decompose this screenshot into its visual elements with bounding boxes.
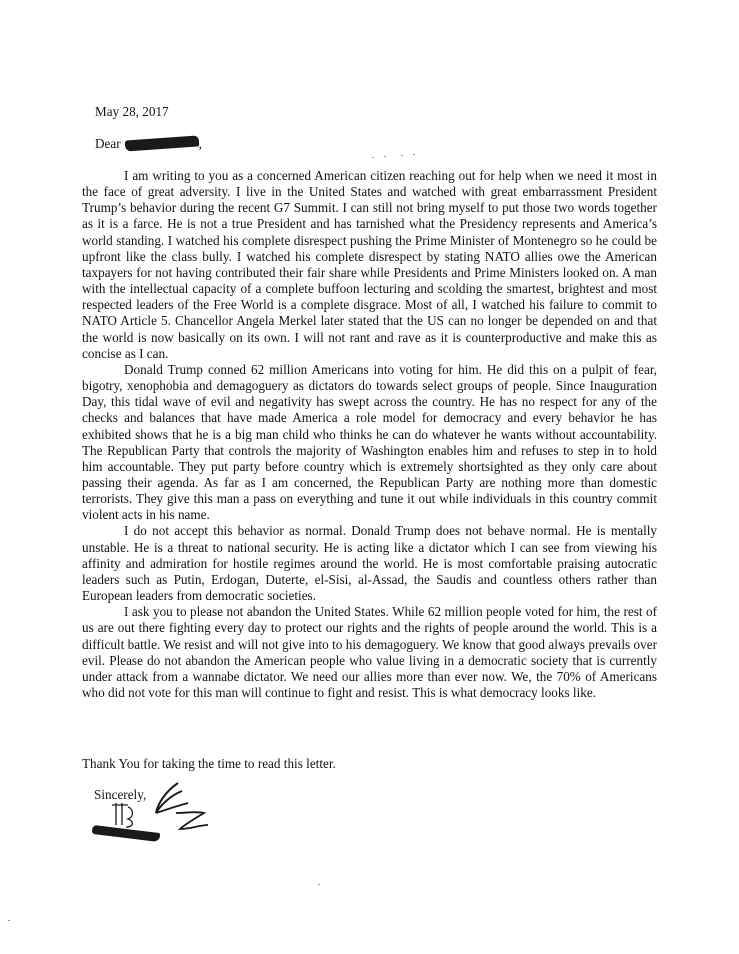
salutation-comma: ,	[198, 136, 202, 151]
scan-speck	[401, 155, 403, 156]
salutation	[95, 136, 202, 152]
paragraph-2: Donald Trump conned 62 million Americans into voting for him. He did this on a pulpit of fear, bigotry, xenophobia and demagoguery as dictators do towards select groups of people. Since Inauguration Day, this tidal wave of evil and negativity has swept across the country. He has no respect for any of the checks and balances that have made America a role model for democracy and every behavior he has exhibited shows that he is a big man child who thinks he can do whatever he wants without accountability. The Republican Party that controls the majority of Washington enables him and refuses to step in to hold him accountable. They put party before country which is extremely shortsighted as they only care about passing their agenda. As far as I am concerned, the Republican Party are nothing more than domestic terrorists. They give this man a pass on everything and tune it out while individuals in this country commit violent acts in his name.	[82, 361, 657, 523]
scan-speck	[384, 156, 386, 157]
scan-speck	[413, 154, 415, 155]
paragraph-4: I ask you to please not abandon the United States. While 62 million people voted for him, the rest of us are out there fighting every day to protect our rights and the rights of people around the world. This is a difficult battle. We resist and will not give into to his demagoguery. We know that good always prevails over evil. Please do not abandon the American people who value living in a democratic society that is currently under attack from a wannabe dictator. We need our allies more than ever now. We, the 70% of Americans who did not vote for this man will continue to fight and resist. This is what democracy looks like.	[82, 604, 657, 700]
paragraph-1: I am writing to you as a concerned American citizen reaching out for help when we need it most in the face of great adversity. I live in the United States and watched with great embarrassment President Trump’s behavior during the recent G7 Summit. I can still not bring myself to put those two words together as it is a farce. He is not a true President and has tarnished what the Presidency represents and America’s world standing. I watched his complete disrespect pushing the Prime Minister of Montenegro so he could be upfront like the class bully. I watched his complete disrespect by stating NATO allies owe the American taxpayers for not having contributed their fair share while Presidents and Prime Ministers looked on. A man with the intellectual capacity of a complete buffoon lecturing and scolding the smartest, brightest and most respected leaders of the Free World is a complete disgrace. Most of all, I watched his failure to commit to NATO Article 5. Chancellor Angela Merkel later stated that the US can no longer be depended on and that the world is now basically on its own. I will not rant and rave as it is counterproductive and make this as concise as I can.	[82, 168, 657, 361]
salutation-word: Dear	[95, 136, 121, 151]
closing-line: Thank You for taking the time to read this letter.	[82, 756, 336, 771]
scan-speck	[8, 920, 10, 921]
signoff: Sincerely,	[94, 787, 147, 802]
scan-speck	[372, 157, 374, 158]
redacted-recipient-name	[124, 135, 199, 151]
paragraph-3: I do not accept this behavior as normal. Donald Trump does not behave normal. He is mentally unstable. He is a threat to national security. He is acting like a dictator which I can see from viewing his affinity and admiration for hostile regimes around the world. He is most comfortable praising autocratic leaders such as Putin, Erdogan, Duterte, el-Sisi, al-Assad, the Saudis and countless others rather than European leaders from democratic societies.	[82, 523, 657, 604]
scan-speck	[318, 884, 320, 885]
letter-body	[82, 168, 657, 701]
letter-date: May 28, 2017	[95, 104, 169, 119]
